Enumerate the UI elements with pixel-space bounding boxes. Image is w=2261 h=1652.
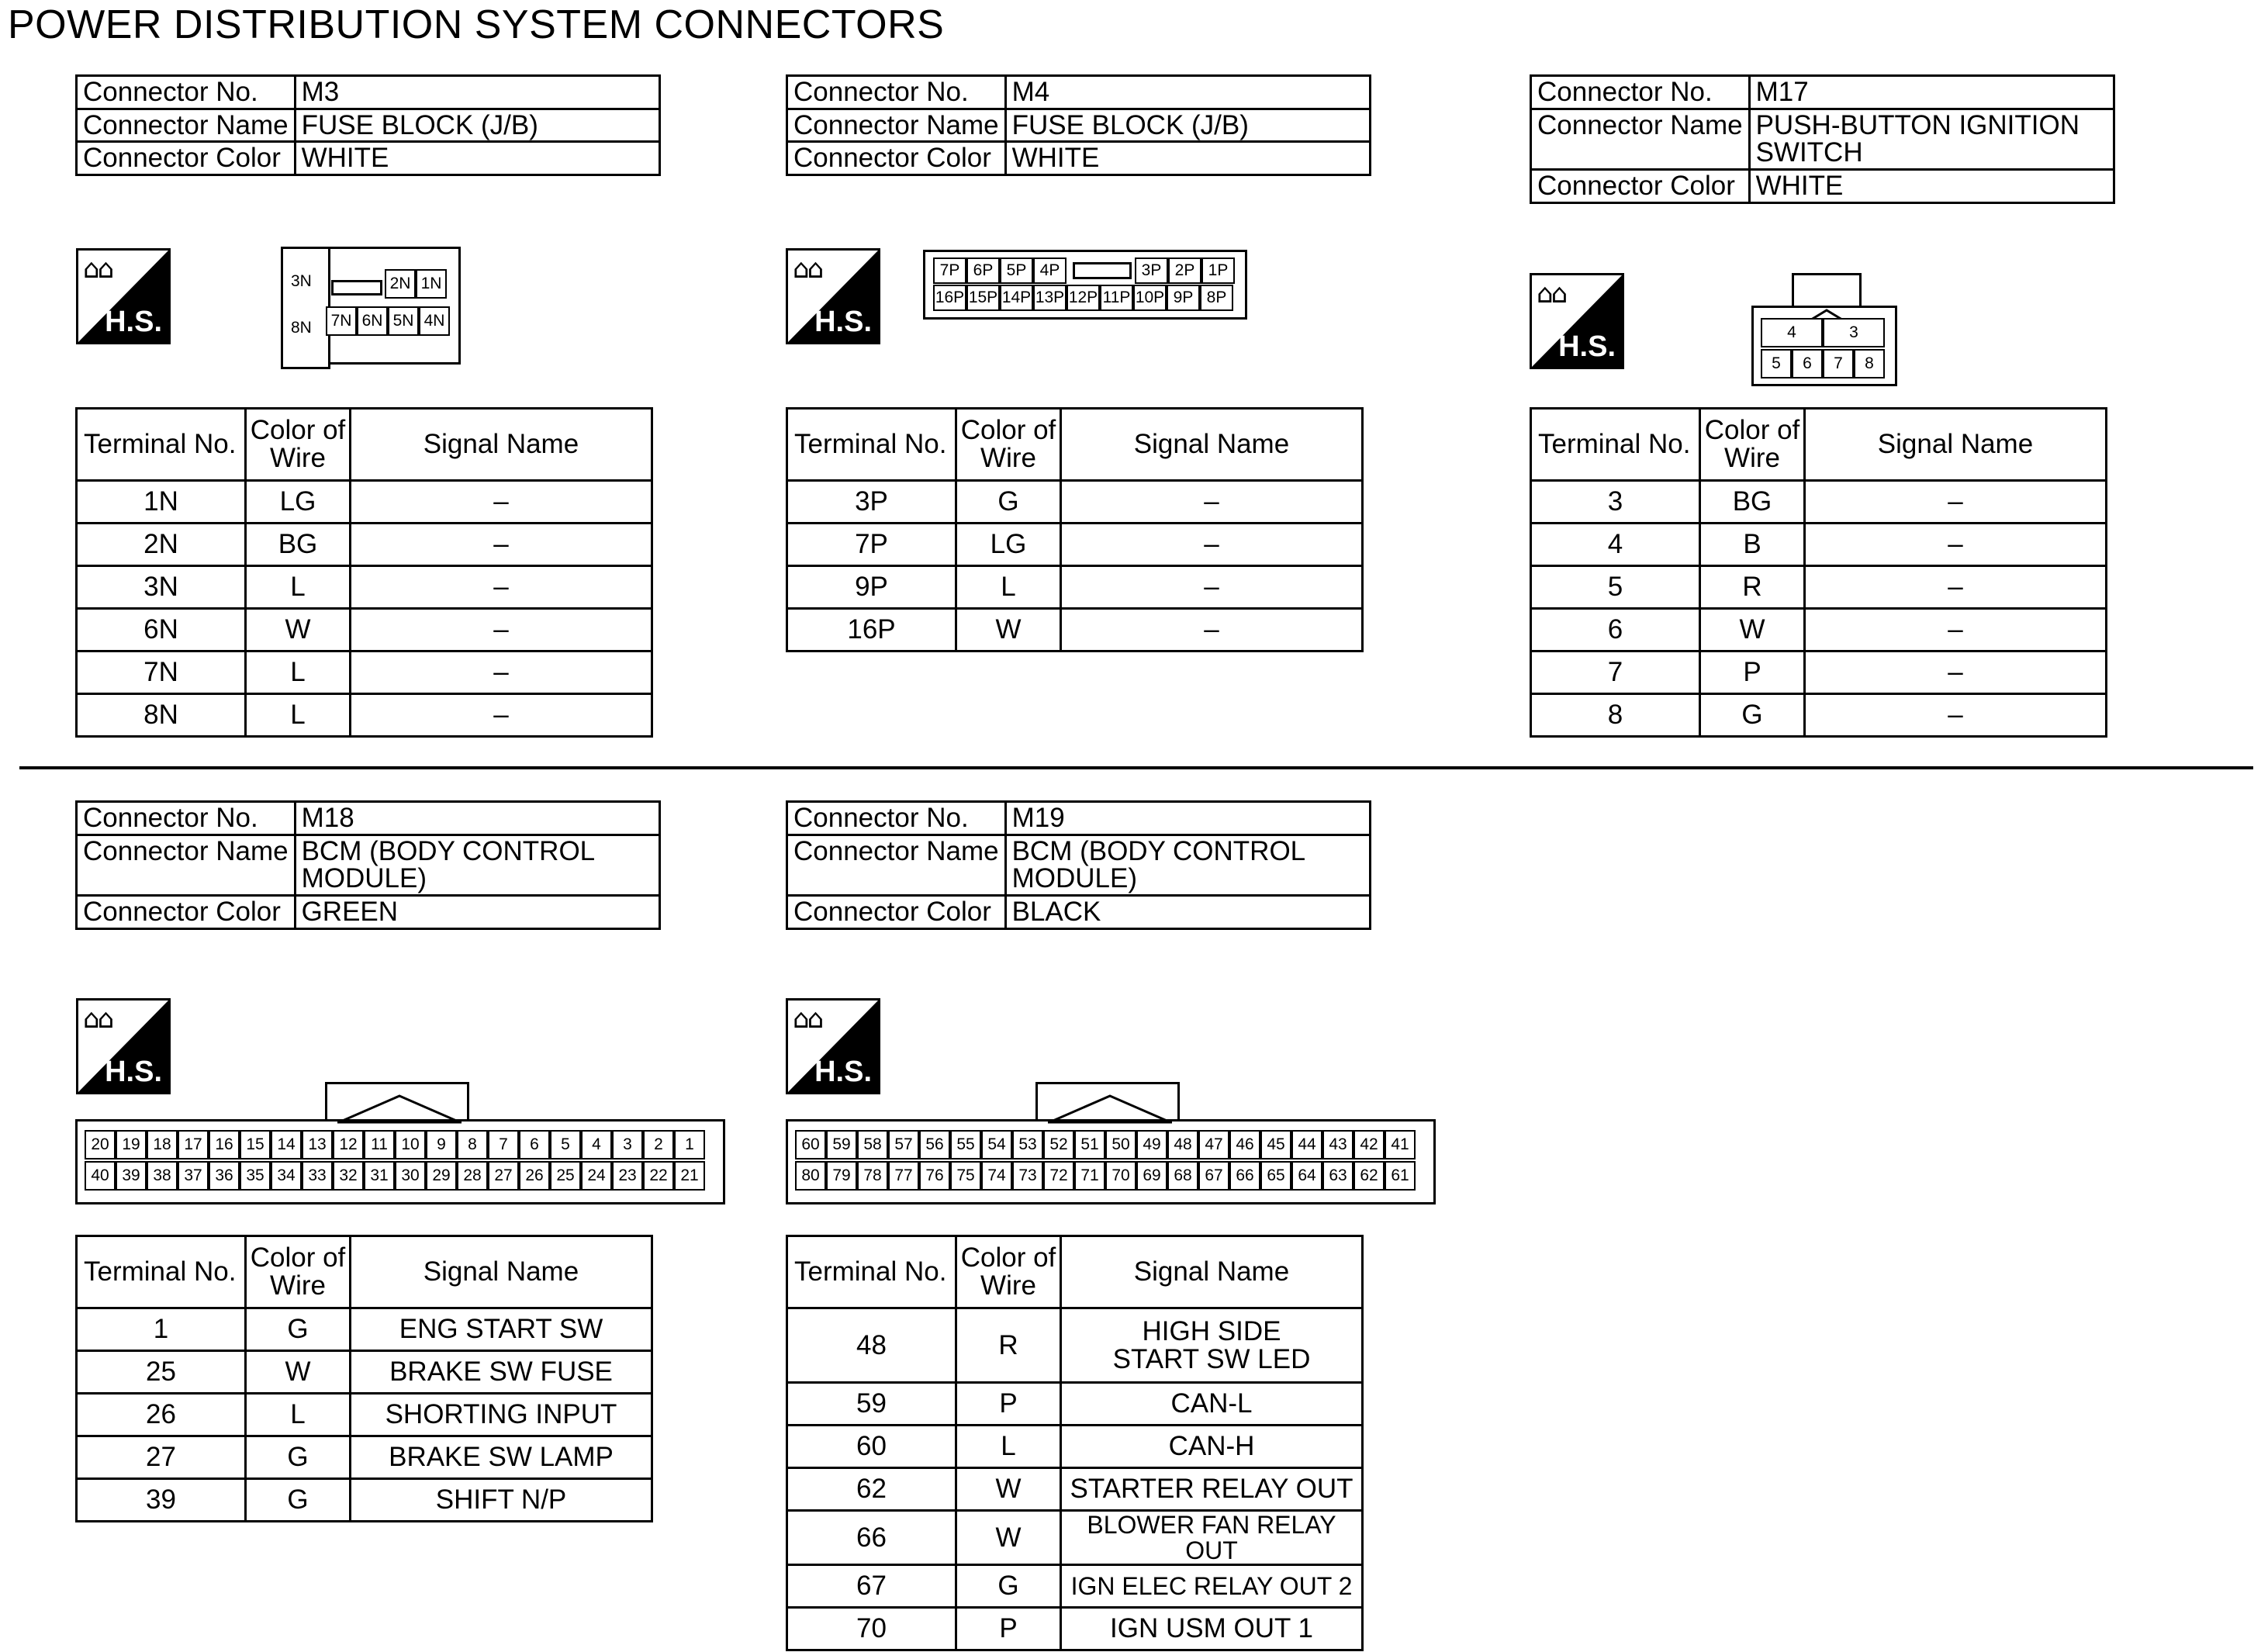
pin-2: 2: [643, 1130, 674, 1160]
pin-7: 7: [1823, 349, 1854, 378]
pin-19: 19: [116, 1130, 147, 1160]
pin-5n: 5N: [388, 306, 419, 336]
m18-info-table: [75, 800, 661, 930]
pin-32: 32: [333, 1161, 364, 1191]
signal-name-cell: –: [1805, 651, 2107, 694]
pin-4n: 4N: [419, 306, 450, 336]
connector-no-label: Connector No.: [787, 76, 1006, 109]
signal-name-header: Signal Name: [1061, 409, 1363, 481]
pin-9: 9: [426, 1130, 457, 1160]
pin-11p: 11P: [1100, 285, 1133, 311]
pin-61: 61: [1385, 1161, 1416, 1191]
signal-name-cell: –: [1061, 566, 1363, 609]
terminal-no-cell: 5: [1531, 566, 1700, 609]
terminal-no-cell: 6: [1531, 609, 1700, 651]
m4-connector-name: FUSE BLOCK (J/B): [1005, 109, 1370, 142]
pin-12: 12: [333, 1130, 364, 1160]
signal-name-header: Signal Name: [1061, 1236, 1363, 1308]
table-row: [1531, 609, 2107, 651]
wire-color-cell: LG: [246, 481, 351, 524]
table-row: [787, 1468, 1363, 1511]
signal-name-cell: CAN-L: [1061, 1383, 1363, 1426]
m3-info-table: [75, 74, 661, 176]
signal-name-cell: HIGH SIDE START SW LED: [1061, 1308, 1363, 1383]
m3-connector-color: WHITE: [295, 142, 659, 175]
table-row: [787, 566, 1363, 609]
connector-color-label: Connector Color: [1531, 170, 1750, 203]
signal-name-header: Signal Name: [351, 409, 652, 481]
connector-color-label: Connector Color: [787, 896, 1006, 929]
pin-3: 3: [612, 1130, 643, 1160]
pin-8: 8: [457, 1130, 488, 1160]
m17-terminal-table: [1530, 407, 2107, 738]
pin-24: 24: [581, 1161, 612, 1191]
pin-49: 49: [1136, 1130, 1167, 1160]
table-row: [787, 1308, 1363, 1383]
pin-64: 64: [1291, 1161, 1322, 1191]
wire-color-cell: L: [956, 566, 1061, 609]
pin-48: 48: [1167, 1130, 1198, 1160]
pin-60: 60: [795, 1130, 826, 1160]
terminal-no-header: Terminal No.: [787, 409, 956, 481]
connector-name-label: Connector Name: [1531, 109, 1750, 169]
pin-65: 65: [1260, 1161, 1291, 1191]
table-row: [77, 694, 652, 737]
terminal-no-cell: 26: [77, 1394, 246, 1436]
terminal-no-header: Terminal No.: [787, 1236, 956, 1308]
pin-4: 4: [581, 1130, 612, 1160]
m18-terminal-table: [75, 1235, 653, 1522]
wire-color-cell: R: [956, 1308, 1061, 1383]
m3-hs-icon: ⌂⌂ H.S.: [76, 248, 171, 344]
pin-45: 45: [1260, 1130, 1291, 1160]
pin-30: 30: [395, 1161, 426, 1191]
pin-4: 4: [1761, 318, 1823, 347]
pin-7p: 7P: [933, 257, 966, 284]
pin-42: 42: [1353, 1130, 1385, 1160]
signal-name-cell: –: [351, 651, 652, 694]
pin-5: 5: [550, 1130, 581, 1160]
table-row: [77, 481, 652, 524]
wire-color-cell: W: [246, 1351, 351, 1394]
m17-hs-icon: ⌂⌂ H.S.: [1530, 273, 1624, 369]
connector-no-label: Connector No.: [1531, 76, 1750, 109]
pin-1: 1: [674, 1130, 705, 1160]
pin-16: 16: [209, 1130, 240, 1160]
pin-68: 68: [1167, 1161, 1198, 1191]
wire-color-cell: B: [1700, 524, 1805, 566]
signal-name-cell: SHIFT N/P: [351, 1479, 652, 1522]
pin-69: 69: [1136, 1161, 1167, 1191]
wire-color-cell: G: [246, 1308, 351, 1351]
signal-name-cell: –: [1061, 609, 1363, 651]
pin-9p: 9P: [1167, 285, 1200, 311]
pin-44: 44: [1291, 1130, 1322, 1160]
pin-63: 63: [1322, 1161, 1353, 1191]
wire-color-cell: G: [956, 481, 1061, 524]
wire-color-cell: P: [956, 1608, 1061, 1650]
pin-18: 18: [147, 1130, 178, 1160]
terminal-no-cell: 3N: [77, 566, 246, 609]
signal-name-cell: –: [1805, 566, 2107, 609]
table-row: [787, 1383, 1363, 1426]
signal-name-cell: –: [1061, 481, 1363, 524]
pin-74: 74: [981, 1161, 1012, 1191]
pin-5: 5: [1761, 349, 1792, 378]
pin-15: 15: [240, 1130, 271, 1160]
signal-name-cell: STARTER RELAY OUT: [1061, 1468, 1363, 1511]
pin-5p: 5P: [1000, 257, 1033, 284]
signal-name-cell: –: [1805, 609, 2107, 651]
pin-6n: 6N: [357, 306, 388, 336]
terminal-no-cell: 48: [787, 1308, 956, 1383]
pin-26: 26: [519, 1161, 550, 1191]
terminal-no-header: Terminal No.: [1531, 409, 1700, 481]
color-of-wire-header: Color of Wire: [1700, 409, 1805, 481]
signal-name-cell: –: [351, 694, 652, 737]
pin-3p: 3P: [1135, 257, 1168, 284]
wire-color-cell: G: [956, 1565, 1061, 1608]
m18-connector-face: [75, 1082, 727, 1206]
pin-56: 56: [919, 1130, 950, 1160]
pin-78: 78: [857, 1161, 888, 1191]
m19-terminal-table: [786, 1235, 1364, 1651]
pin-36: 36: [209, 1161, 240, 1191]
terminal-no-cell: 7P: [787, 524, 956, 566]
pin-11: 11: [364, 1130, 395, 1160]
connector-no-label: Connector No.: [77, 802, 296, 835]
wire-color-cell: W: [246, 609, 351, 651]
table-row: [787, 481, 1363, 524]
pin-10: 10: [395, 1130, 426, 1160]
signal-name-cell: –: [1061, 524, 1363, 566]
m18-hs-icon: ⌂⌂ H.S.: [76, 998, 171, 1094]
wire-color-cell: P: [1700, 651, 1805, 694]
pin-1n: 1N: [416, 269, 447, 299]
pin-58: 58: [857, 1130, 888, 1160]
pin-17: 17: [178, 1130, 209, 1160]
pin-73: 73: [1012, 1161, 1043, 1191]
pin-46: 46: [1229, 1130, 1260, 1160]
wire-color-cell: R: [1700, 566, 1805, 609]
pin-25: 25: [550, 1161, 581, 1191]
pin-10p: 10P: [1133, 285, 1167, 311]
signal-name-cell: BRAKE SW FUSE: [351, 1351, 652, 1394]
wire-color-cell: LG: [956, 524, 1061, 566]
table-row: [1531, 566, 2107, 609]
m4-terminal-table: [786, 407, 1364, 652]
m3-pin-3n: 3N: [291, 272, 312, 290]
pin-23: 23: [612, 1161, 643, 1191]
terminal-no-cell: 9P: [787, 566, 956, 609]
pin-3: 3: [1823, 318, 1885, 347]
terminal-no-cell: 62: [787, 1468, 956, 1511]
connector-name-label: Connector Name: [77, 109, 296, 142]
pin-39: 39: [116, 1161, 147, 1191]
terminal-no-cell: 4: [1531, 524, 1700, 566]
pin-14p: 14P: [1000, 285, 1033, 311]
pin-53: 53: [1012, 1130, 1043, 1160]
pin-34: 34: [271, 1161, 302, 1191]
terminal-no-cell: 3P: [787, 481, 956, 524]
wire-color-cell: L: [246, 566, 351, 609]
wire-color-cell: G: [1700, 694, 1805, 737]
connector-no-label: Connector No.: [77, 76, 296, 109]
terminal-no-cell: 25: [77, 1351, 246, 1394]
wire-color-cell: L: [246, 651, 351, 694]
color-of-wire-header: Color of Wire: [956, 1236, 1061, 1308]
pin-2n: 2N: [385, 269, 416, 299]
m4-hs-icon: ⌂⌂ H.S.: [786, 248, 880, 344]
signal-name-cell: BLOWER FAN RELAY OUT: [1061, 1511, 1363, 1565]
terminal-no-cell: 6N: [77, 609, 246, 651]
pin-22: 22: [643, 1161, 674, 1191]
pin-54: 54: [981, 1130, 1012, 1160]
table-row: [77, 609, 652, 651]
m17-info-table: [1530, 74, 2115, 204]
m19-hs-icon: ⌂⌂ H.S.: [786, 998, 880, 1094]
wire-color-cell: G: [246, 1436, 351, 1479]
pin-59: 59: [826, 1130, 857, 1160]
m17-connector-face: [1751, 273, 1897, 386]
pin-52: 52: [1043, 1130, 1074, 1160]
wire-color-cell: G: [246, 1479, 351, 1522]
pin-43: 43: [1322, 1130, 1353, 1160]
pin-50: 50: [1105, 1130, 1136, 1160]
wire-color-cell: W: [956, 1511, 1061, 1565]
m17-connector-no: M17: [1749, 76, 2114, 109]
m4-connector-face: [923, 250, 1247, 320]
connector-no-label: Connector No.: [787, 802, 1006, 835]
pin-47: 47: [1198, 1130, 1229, 1160]
terminal-no-header: Terminal No.: [77, 409, 246, 481]
terminal-no-cell: 59: [787, 1383, 956, 1426]
m19-info-table: [786, 800, 1371, 930]
table-row: [1531, 481, 2107, 524]
table-row: [787, 1511, 1363, 1565]
pin-12p: 12P: [1067, 285, 1100, 311]
pin-67: 67: [1198, 1161, 1229, 1191]
m4-info-table: [786, 74, 1371, 176]
m3-pin-8n: 8N: [291, 319, 312, 337]
m18-connector-name: BCM (BODY CONTROL MODULE): [295, 835, 659, 895]
pin-2p: 2P: [1168, 257, 1201, 284]
pin-75: 75: [950, 1161, 981, 1191]
pin-76: 76: [919, 1161, 950, 1191]
pin-70: 70: [1105, 1161, 1136, 1191]
terminal-no-cell: 1: [77, 1308, 246, 1351]
m19-connector-color: BLACK: [1005, 896, 1370, 929]
m18-connector-no: M18: [295, 802, 659, 835]
signal-name-cell: CAN-H: [1061, 1426, 1363, 1468]
signal-name-cell: BRAKE SW LAMP: [351, 1436, 652, 1479]
connector-name-label: Connector Name: [77, 835, 296, 895]
connector-name-label: Connector Name: [787, 109, 1006, 142]
pin-31: 31: [364, 1161, 395, 1191]
terminal-no-cell: 67: [787, 1565, 956, 1608]
terminal-no-cell: 27: [77, 1436, 246, 1479]
table-row: [1531, 651, 2107, 694]
pin-21: 21: [674, 1161, 705, 1191]
wire-color-cell: W: [1700, 609, 1805, 651]
table-row: [787, 1608, 1363, 1650]
table-row: [77, 1394, 652, 1436]
pin-51: 51: [1074, 1130, 1105, 1160]
terminal-no-cell: 7N: [77, 651, 246, 694]
table-row: [77, 1479, 652, 1522]
m4-connector-color: WHITE: [1005, 142, 1370, 175]
page-title: POWER DISTRIBUTION SYSTEM CONNECTORS: [8, 2, 945, 47]
terminal-no-cell: 70: [787, 1608, 956, 1650]
color-of-wire-header: Color of Wire: [956, 409, 1061, 481]
pin-20: 20: [85, 1130, 116, 1160]
pin-80: 80: [795, 1161, 826, 1191]
pin-1p: 1P: [1201, 257, 1235, 284]
terminal-no-header: Terminal No.: [77, 1236, 246, 1308]
signal-name-cell: –: [1805, 524, 2107, 566]
pin-16p: 16P: [933, 285, 966, 311]
color-of-wire-header: Color of Wire: [246, 1236, 351, 1308]
pin-14: 14: [271, 1130, 302, 1160]
table-row: [77, 1308, 652, 1351]
table-row: [77, 524, 652, 566]
signal-name-cell: –: [351, 481, 652, 524]
table-row: [77, 651, 652, 694]
color-of-wire-header: Color of Wire: [246, 409, 351, 481]
m17-connector-name: PUSH-BUTTON IGNITION SWITCH: [1749, 109, 2114, 169]
signal-name-cell: –: [351, 566, 652, 609]
wire-color-cell: W: [956, 609, 1061, 651]
signal-name-cell: IGN USM OUT 1: [1061, 1608, 1363, 1650]
m3-terminal-table: [75, 407, 653, 738]
connector-color-label: Connector Color: [77, 142, 296, 175]
terminal-no-cell: 2N: [77, 524, 246, 566]
pin-7n: 7N: [326, 306, 357, 336]
signal-name-cell: –: [1805, 481, 2107, 524]
m3-connector-name: FUSE BLOCK (J/B): [295, 109, 659, 142]
table-row: [77, 566, 652, 609]
pin-6p: 6P: [966, 257, 1000, 284]
signal-name-cell: –: [351, 609, 652, 651]
pin-79: 79: [826, 1161, 857, 1191]
terminal-no-cell: 39: [77, 1479, 246, 1522]
pin-38: 38: [147, 1161, 178, 1191]
pin-27: 27: [488, 1161, 519, 1191]
m3-connector-face: [281, 247, 461, 365]
m3-connector-no: M3: [295, 76, 659, 109]
table-row: [77, 1351, 652, 1394]
wire-color-cell: P: [956, 1383, 1061, 1426]
table-row: [787, 609, 1363, 651]
signal-name-cell: –: [351, 524, 652, 566]
table-row: [1531, 524, 2107, 566]
pin-13: 13: [302, 1130, 333, 1160]
pin-62: 62: [1353, 1161, 1385, 1191]
wire-color-cell: L: [246, 694, 351, 737]
signal-name-cell: SHORTING INPUT: [351, 1394, 652, 1436]
m19-connector-name: BCM (BODY CONTROL MODULE): [1005, 835, 1370, 895]
signal-name-cell: ENG START SW: [351, 1308, 652, 1351]
pin-66: 66: [1229, 1161, 1260, 1191]
pin-35: 35: [240, 1161, 271, 1191]
wire-color-cell: BG: [246, 524, 351, 566]
signal-name-header: Signal Name: [351, 1236, 652, 1308]
pin-13p: 13P: [1033, 285, 1067, 311]
pin-57: 57: [888, 1130, 919, 1160]
terminal-no-cell: 8: [1531, 694, 1700, 737]
m4-connector-no: M4: [1005, 76, 1370, 109]
terminal-no-cell: 8N: [77, 694, 246, 737]
table-row: [77, 1436, 652, 1479]
pin-6: 6: [1792, 349, 1823, 378]
wire-color-cell: W: [956, 1468, 1061, 1511]
connector-name-label: Connector Name: [787, 835, 1006, 895]
terminal-no-cell: 16P: [787, 609, 956, 651]
m17-connector-color: WHITE: [1749, 170, 2114, 203]
pin-6: 6: [519, 1130, 550, 1160]
pin-15p: 15P: [966, 285, 1000, 311]
signal-name-cell: –: [1805, 694, 2107, 737]
pin-77: 77: [888, 1161, 919, 1191]
pin-71: 71: [1074, 1161, 1105, 1191]
wire-color-cell: L: [246, 1394, 351, 1436]
m19-connector-face: [786, 1082, 1437, 1206]
table-row: [787, 1426, 1363, 1468]
connector-color-label: Connector Color: [787, 142, 1006, 175]
pin-55: 55: [950, 1130, 981, 1160]
pin-29: 29: [426, 1161, 457, 1191]
pin-8: 8: [1854, 349, 1885, 378]
m19-connector-no: M19: [1005, 802, 1370, 835]
m18-connector-color: GREEN: [295, 896, 659, 929]
connector-color-label: Connector Color: [77, 896, 296, 929]
pin-72: 72: [1043, 1161, 1074, 1191]
pin-7: 7: [488, 1130, 519, 1160]
pin-41: 41: [1385, 1130, 1416, 1160]
pin-28: 28: [457, 1161, 488, 1191]
pin-33: 33: [302, 1161, 333, 1191]
wire-color-cell: L: [956, 1426, 1061, 1468]
pin-40: 40: [85, 1161, 116, 1191]
table-row: [1531, 694, 2107, 737]
signal-name-header: Signal Name: [1805, 409, 2107, 481]
terminal-no-cell: 1N: [77, 481, 246, 524]
signal-name-cell: IGN ELEC RELAY OUT 2: [1061, 1565, 1363, 1608]
wire-color-cell: BG: [1700, 481, 1805, 524]
terminal-no-cell: 3: [1531, 481, 1700, 524]
section-divider: [19, 766, 2253, 769]
terminal-no-cell: 7: [1531, 651, 1700, 694]
terminal-no-cell: 60: [787, 1426, 956, 1468]
pin-37: 37: [178, 1161, 209, 1191]
terminal-no-cell: 66: [787, 1511, 956, 1565]
pin-4p: 4P: [1033, 257, 1067, 284]
table-row: [787, 524, 1363, 566]
pin-8p: 8P: [1200, 285, 1233, 311]
table-row: [787, 1565, 1363, 1608]
